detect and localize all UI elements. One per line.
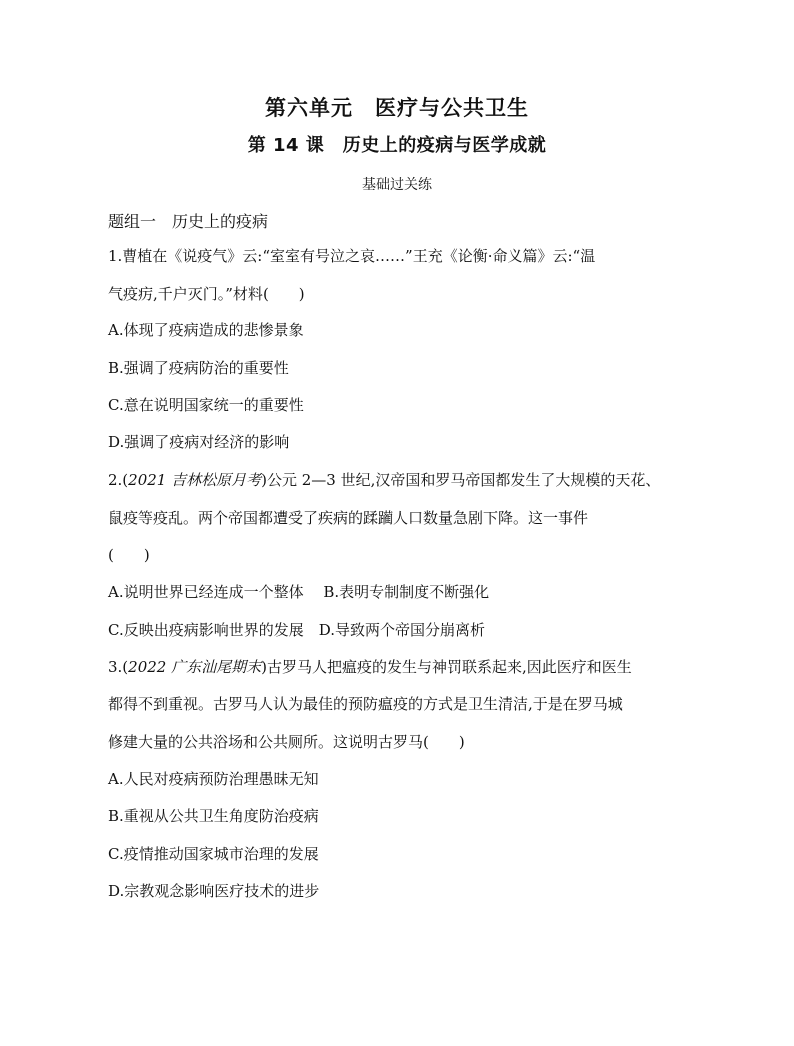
q3-stem-line-3: 修建大量的公共浴场和公共厕所。这说明古罗马( ) [108,733,465,751]
q1-stem-line-2: 气疫疠,千户灭门。”材料( ) [108,285,305,303]
q3-number: 3.( [108,658,129,676]
q2-options-row-2: C.反映出疫病影响世界的发展 D.导致两个帝国分崩离析 [108,621,485,639]
q3-option-c: C.疫情推动国家城市治理的发展 [108,845,319,863]
q3-option-a: A.人民对疫病预防治理愚昧无知 [108,770,319,788]
q1-option-c: C.意在说明国家统一的重要性 [108,396,304,414]
section-subtitle: 基础过关练 [362,177,432,193]
q1-option-d: D.强调了疫病对经济的影响 [108,433,290,451]
unit-title: 第六单元 医疗与公共卫生 [265,96,529,120]
lesson-title: 第 14 课 历史上的疫病与医学成就 [247,135,547,156]
q2-source: 2021 吉林松原月考 [128,471,262,489]
q1-option-b: B.强调了疫病防治的重要性 [108,359,289,377]
q3-source: 2022 广东汕尾期末 [128,658,262,676]
q3-stem-line-2: 都得不到重视。古罗马人认为最佳的预防瘟疫的方式是卫生清洁,于是在罗马城 [108,695,623,713]
q3-option-d: D.宗教观念影响医疗技术的进步 [108,882,320,900]
q3-stem-line-1 [108,657,632,677]
q3-stem-line-1-rest: )古罗马人把瘟疫的发生与神罚联系起来,因此医疗和医生 [261,658,632,676]
q2-options-row-1: A.说明世界已经连成一个整体 B.表明专制制度不断强化 [108,583,490,601]
q2-number: 2.( [108,471,129,489]
q2-answer-blank: ( ) [108,546,150,564]
q3-option-b: B.重视从公共卫生角度防治疫病 [108,807,319,825]
q1-stem-line-1: 1.曹植在《说疫气》云:“室室有号泣之哀……”王充《论衡·命义篇》云:“温 [108,247,596,265]
q2-stem-line-2: 鼠疫等疫乱。两个帝国都遭受了疾病的蹂躏人口数量急剧下降。这一事件 [108,509,589,527]
q2-stem-line-1 [108,470,660,490]
question-group-title: 题组一 历史上的疫病 [108,212,269,231]
q2-stem-line-1-rest: )公元 2—3 世纪,汉帝国和罗马帝国都发生了大规模的天花、 [261,471,661,489]
q1-option-a: A.体现了疫病造成的悲惨景象 [108,321,304,339]
